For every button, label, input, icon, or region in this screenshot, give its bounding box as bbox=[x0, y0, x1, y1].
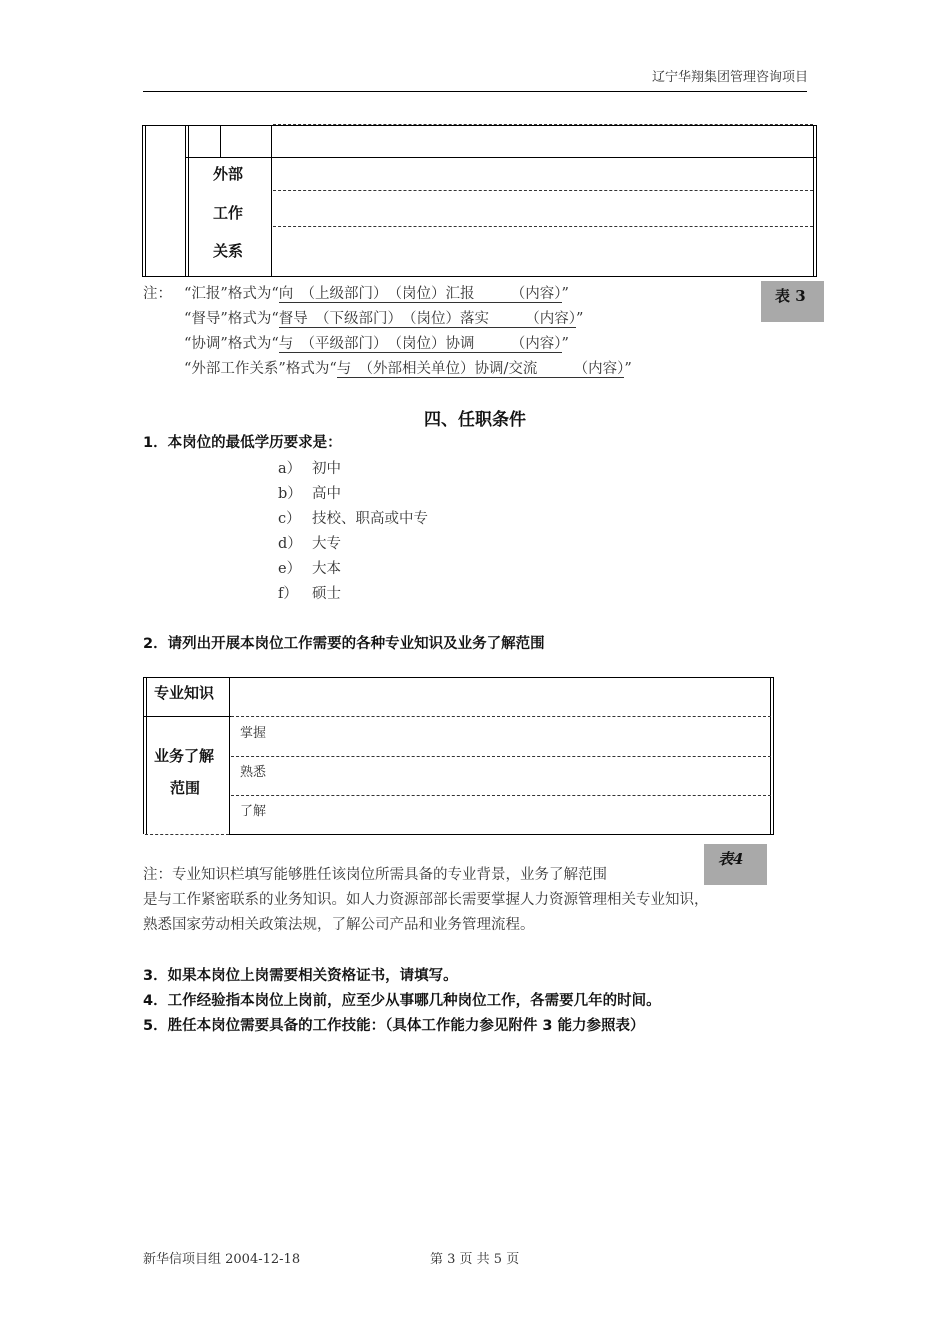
note4-line2: 是与工作紧密联系的业务知识。如人力资源部部长需要掌握人力资源管理相关专业知识， bbox=[143, 892, 709, 908]
option-letter: e） bbox=[278, 561, 302, 577]
note3-prefix: 注： bbox=[143, 286, 172, 302]
note3-line3-lead: “协调”格式为“ bbox=[184, 336, 279, 352]
note3-line1 bbox=[184, 282, 569, 303]
question-4: 4．工作经验指本岗位上岗前，应至少从事哪几种岗位工作，各需要几年的时间。 bbox=[143, 993, 661, 1009]
question-5: 5．胜任本岗位需要具备的工作技能：（具体工作能力参见附件 3 能力参照表） bbox=[143, 1018, 645, 1034]
table3-col-divider-inner bbox=[188, 125, 189, 277]
table4-scope-label: 范围 bbox=[170, 779, 201, 797]
option-text: 初中 bbox=[312, 461, 341, 477]
table4-left-border-inner bbox=[146, 677, 147, 834]
footer-project: 新华信项目组 2004-12-18 bbox=[143, 1252, 301, 1267]
option-text: 大专 bbox=[312, 536, 341, 552]
table3-dashed-line bbox=[273, 226, 813, 227]
footer-page-number: 第 3 页 共 5 页 bbox=[430, 1252, 520, 1267]
table3-dashed-line bbox=[273, 190, 813, 191]
note3-line1-tail: ” bbox=[561, 286, 569, 302]
option-text: 高中 bbox=[312, 486, 341, 502]
table3-dashed-line bbox=[273, 124, 813, 125]
note3-line2-lead: “督导”格式为“ bbox=[184, 311, 279, 327]
table4-right-border-outer bbox=[773, 677, 774, 834]
option-text: 大本 bbox=[312, 561, 341, 577]
table4-scope-label: 业务了解 bbox=[154, 747, 215, 765]
table3-top-border bbox=[142, 125, 817, 126]
table4-col-divider bbox=[229, 677, 230, 834]
note3-line1-lead: “汇报”格式为“ bbox=[184, 286, 279, 302]
table3-label-line: 外部 bbox=[213, 165, 244, 183]
note3-line4 bbox=[184, 357, 632, 378]
table4-top-border bbox=[143, 677, 774, 678]
table4-sub-aware: 了解 bbox=[240, 804, 267, 819]
table3-right-border bbox=[813, 125, 814, 277]
table3-bottom-border bbox=[142, 276, 817, 277]
header-rule bbox=[143, 91, 807, 92]
table3-col-divider bbox=[185, 125, 186, 277]
note4-line1: 注：专业知识栏填写能够胜任该岗位所需具备的专业背景，业务了解范围 bbox=[143, 867, 607, 883]
note3-line2-tail: ” bbox=[576, 311, 584, 327]
table4-sub-master: 掌握 bbox=[240, 726, 267, 741]
option-letter: b） bbox=[278, 486, 302, 502]
note4-line3: 熟悉国家劳动相关政策法规，了解公司产品和业务管理流程。 bbox=[143, 917, 535, 933]
table3-label-line: 关系 bbox=[213, 242, 244, 260]
question-2: 2．请列出开展本岗位工作需要的各种专业知识及业务了解范围 bbox=[143, 636, 545, 652]
table4-dashed-line bbox=[231, 716, 771, 717]
table3-row-line bbox=[186, 157, 816, 158]
note3-line4-format: 与 （外部相关单位）协调/交流 （内容） bbox=[336, 361, 625, 377]
note3-line3 bbox=[184, 332, 569, 353]
note3-line2 bbox=[184, 307, 583, 328]
table4-knowledge-label: 专业知识 bbox=[154, 684, 215, 702]
table4-bottom-border bbox=[229, 834, 774, 835]
table4-sub-familiar: 熟悉 bbox=[240, 765, 267, 780]
note3-line4-tail: ” bbox=[624, 361, 632, 377]
table4-dashed-line bbox=[145, 834, 229, 835]
table3-left-border-inner bbox=[145, 125, 146, 277]
option-letter: d） bbox=[278, 536, 302, 552]
header-project: 辽宁华翔集团管理咨询项目 bbox=[651, 70, 808, 85]
note3-line1-format: 向 （上级部门） （岗位）汇报 （内容） bbox=[278, 286, 562, 302]
table3-right-border-outer bbox=[816, 125, 817, 277]
table4-row-line bbox=[143, 716, 231, 717]
question-1: 1．本岗位的最低学历要求是： bbox=[143, 435, 342, 451]
option-text: 技校、职高或中专 bbox=[312, 511, 428, 527]
table3-label-line: 工作 bbox=[213, 204, 244, 222]
table4-dashed-line bbox=[231, 756, 771, 757]
table4-left-border bbox=[143, 677, 144, 834]
note3-line3-tail: ” bbox=[561, 336, 569, 352]
table3-content-divider bbox=[271, 125, 272, 277]
note3-line3-format: 与 （平级部门） （岗位）协调 （内容） bbox=[278, 336, 562, 352]
question-3: 3．如果本岗位上岗需要相关资格证书，请填写。 bbox=[143, 968, 458, 984]
option-letter: f） bbox=[278, 586, 298, 602]
table3-left-border bbox=[142, 125, 143, 277]
note3-line4-lead: “外部工作关系”格式为“ bbox=[184, 361, 337, 377]
table3-tag: 表 3 bbox=[761, 281, 824, 322]
option-letter: c） bbox=[278, 511, 301, 527]
table3-subcol-divider bbox=[220, 125, 221, 157]
note3-line2-format: 督导 （下级部门） （岗位）落实 （内容） bbox=[278, 311, 576, 327]
option-text: 硕士 bbox=[312, 586, 341, 602]
section-title: 四、任职条件 bbox=[424, 410, 526, 430]
table4-dashed-line bbox=[231, 795, 771, 796]
table4-tag: 表4 bbox=[704, 844, 767, 885]
option-letter: a） bbox=[278, 461, 302, 477]
